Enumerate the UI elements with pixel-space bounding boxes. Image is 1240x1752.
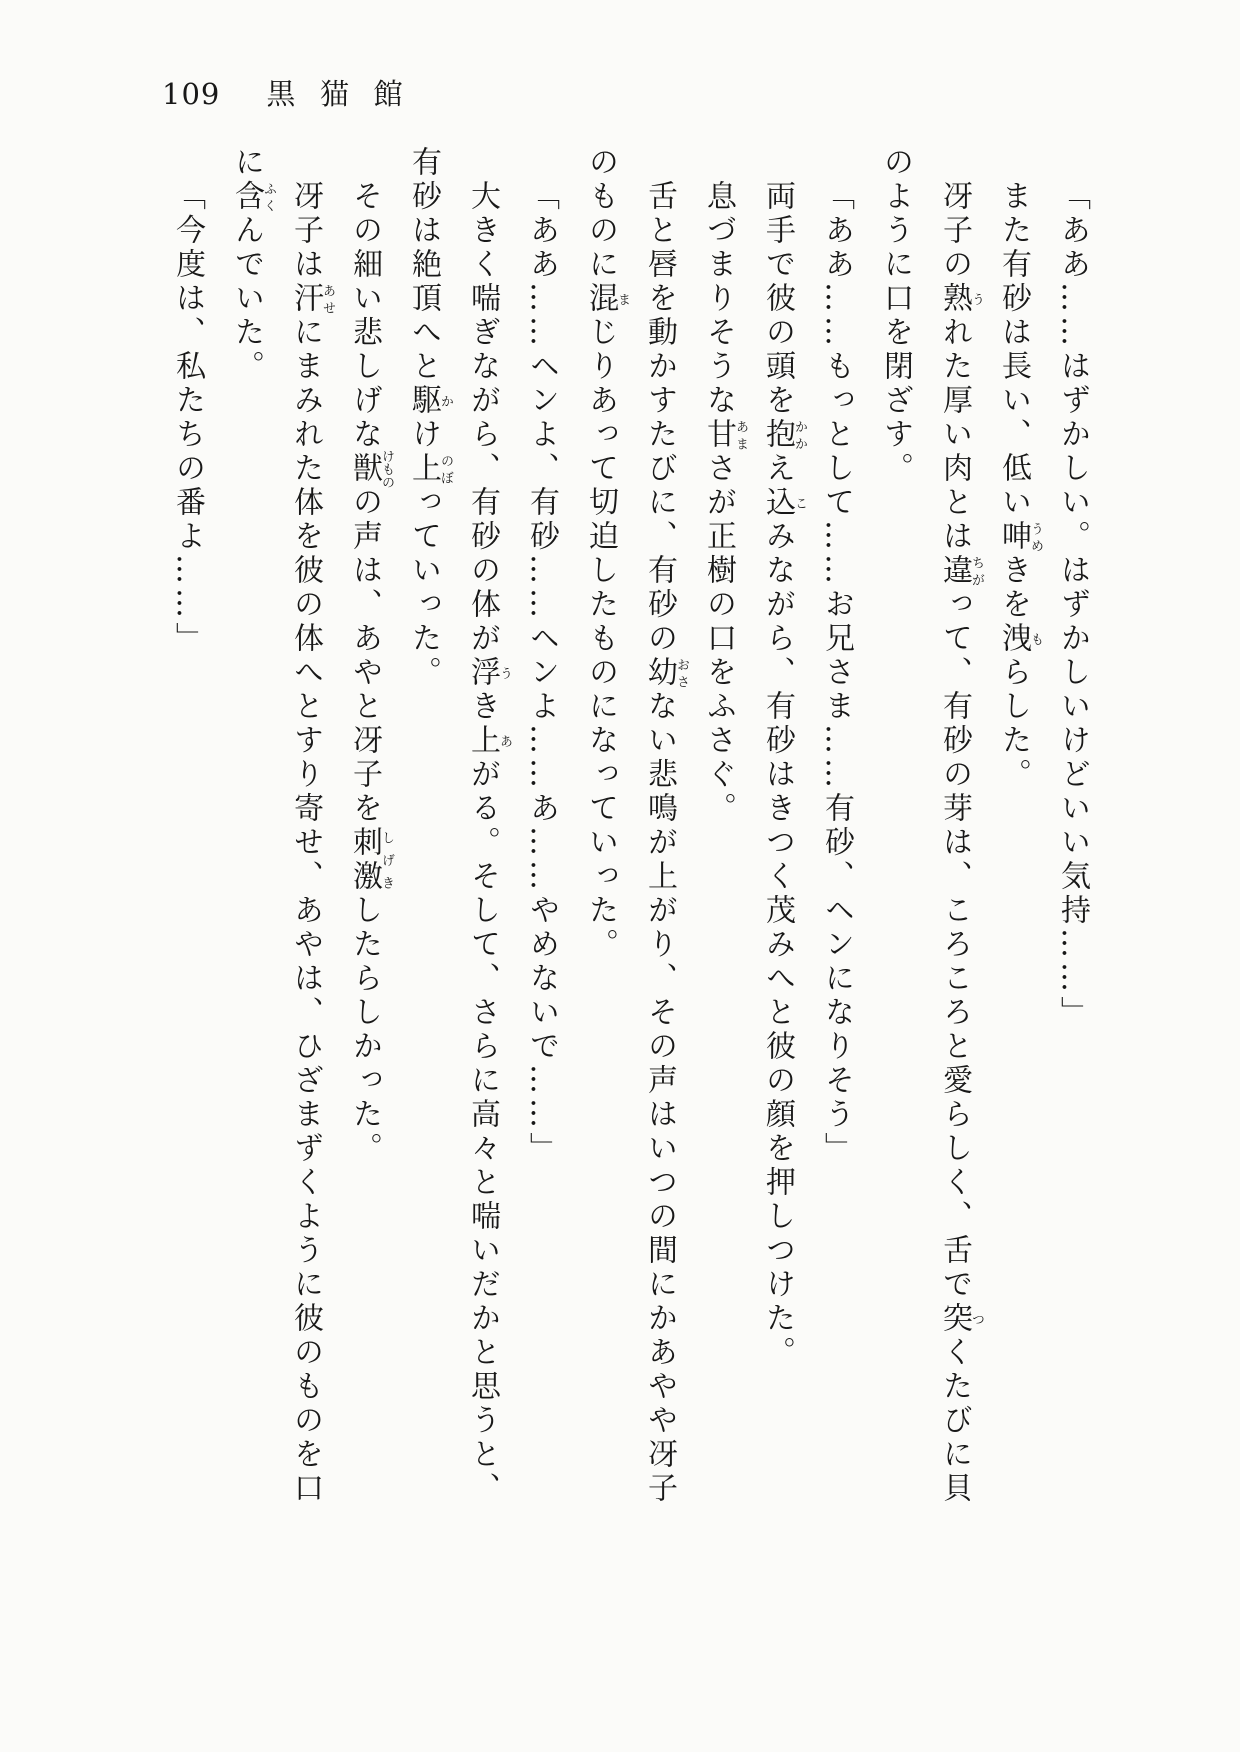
ruby-annotated-word: 甘あま [701,418,748,452]
text-column: 舌と唇を動かすたびに、有砂の幼おさない悲鳴が上がり、その声はいつの間にかあやや冴子 [642,180,689,1506]
text-column: 大きく喘ぎながら、有砂の体が浮うき上あがる。そして、さらに高々と喘いだかと思うと、 [465,180,512,1506]
ruby-annotated-word: 含ふく [229,180,276,214]
ruby-annotated-word: 突つ [937,1302,984,1336]
ruby-annotated-word: 熟う [937,282,984,316]
text-column: 息づまりそうな甘あまさが正樹の口をふさぐ。 [701,180,748,826]
ruby-annotated-word: 上あ [465,724,512,758]
text-column: 両手で彼の頭を抱かかえ込こみながら、有砂はきつく茂みへと彼の顔を押しつけた。 [760,180,807,1370]
ruby-annotated-word: 汗あせ [288,282,335,316]
ruby-annotated-word: 抱かか [760,418,807,452]
text-body [158,146,1102,1626]
page-header [162,77,428,111]
ruby-annotated-word: 上のぼ [406,452,453,486]
page-number: 109 [162,77,221,111]
text-column: 「ああ……ヘンよ、有砂……ヘンよ……あ……やめないで……」 [524,180,559,1166]
text-column: 「ああ……もっとして……お兄さま……有砂、ヘンになりそう」 [819,180,854,1166]
text-column: のように口を閉ざす。 [878,146,913,486]
ruby-annotated-word: 幼おさ [642,656,689,690]
ruby-annotated-word: 洩も [996,622,1043,656]
text-column: その細い悲しげな獣けものの声は、あやと冴子を刺激しげきしたらしかった。 [347,180,394,1166]
ruby-annotated-word: 込こ [760,486,807,520]
text-column: また有砂は長い、低い呻うめきを洩もらした。 [996,180,1043,792]
text-column: 「今度は、私たちの番よ……」 [170,180,205,656]
ruby-annotated-word: 違ちが [937,554,984,588]
ruby-annotated-word: 呻うめ [996,520,1043,554]
ruby-annotated-word: 刺激しげき [347,826,394,894]
text-column: 冴子の熟うれた厚い肉とは違ちがって、有砂の芽は、ころころと愛らしく、舌で突つくたびに貝 [937,180,984,1506]
ruby-annotated-word: 駆か [406,384,453,418]
text-column: に含ふくんでいた。 [229,146,276,384]
ruby-annotated-word: 浮う [465,656,512,690]
text-column: 「ああ……はずかしい。はずかしいけどいい気持……」 [1055,180,1090,1030]
ruby-annotated-word: 獣けもの [347,449,394,489]
text-column: のものに混まじりあって切迫したものになっていった。 [583,146,630,962]
text-column: 有砂は絶頂へと駆かけ上のぼっていった。 [406,146,453,690]
ruby-annotated-word: 混ま [583,282,630,316]
running-title: 黒猫館 [266,77,428,111]
text-column: 冴子は汗あせにまみれた体を彼の体へとすり寄せ、あやは、ひざまずくように彼のものを口 [288,180,335,1506]
